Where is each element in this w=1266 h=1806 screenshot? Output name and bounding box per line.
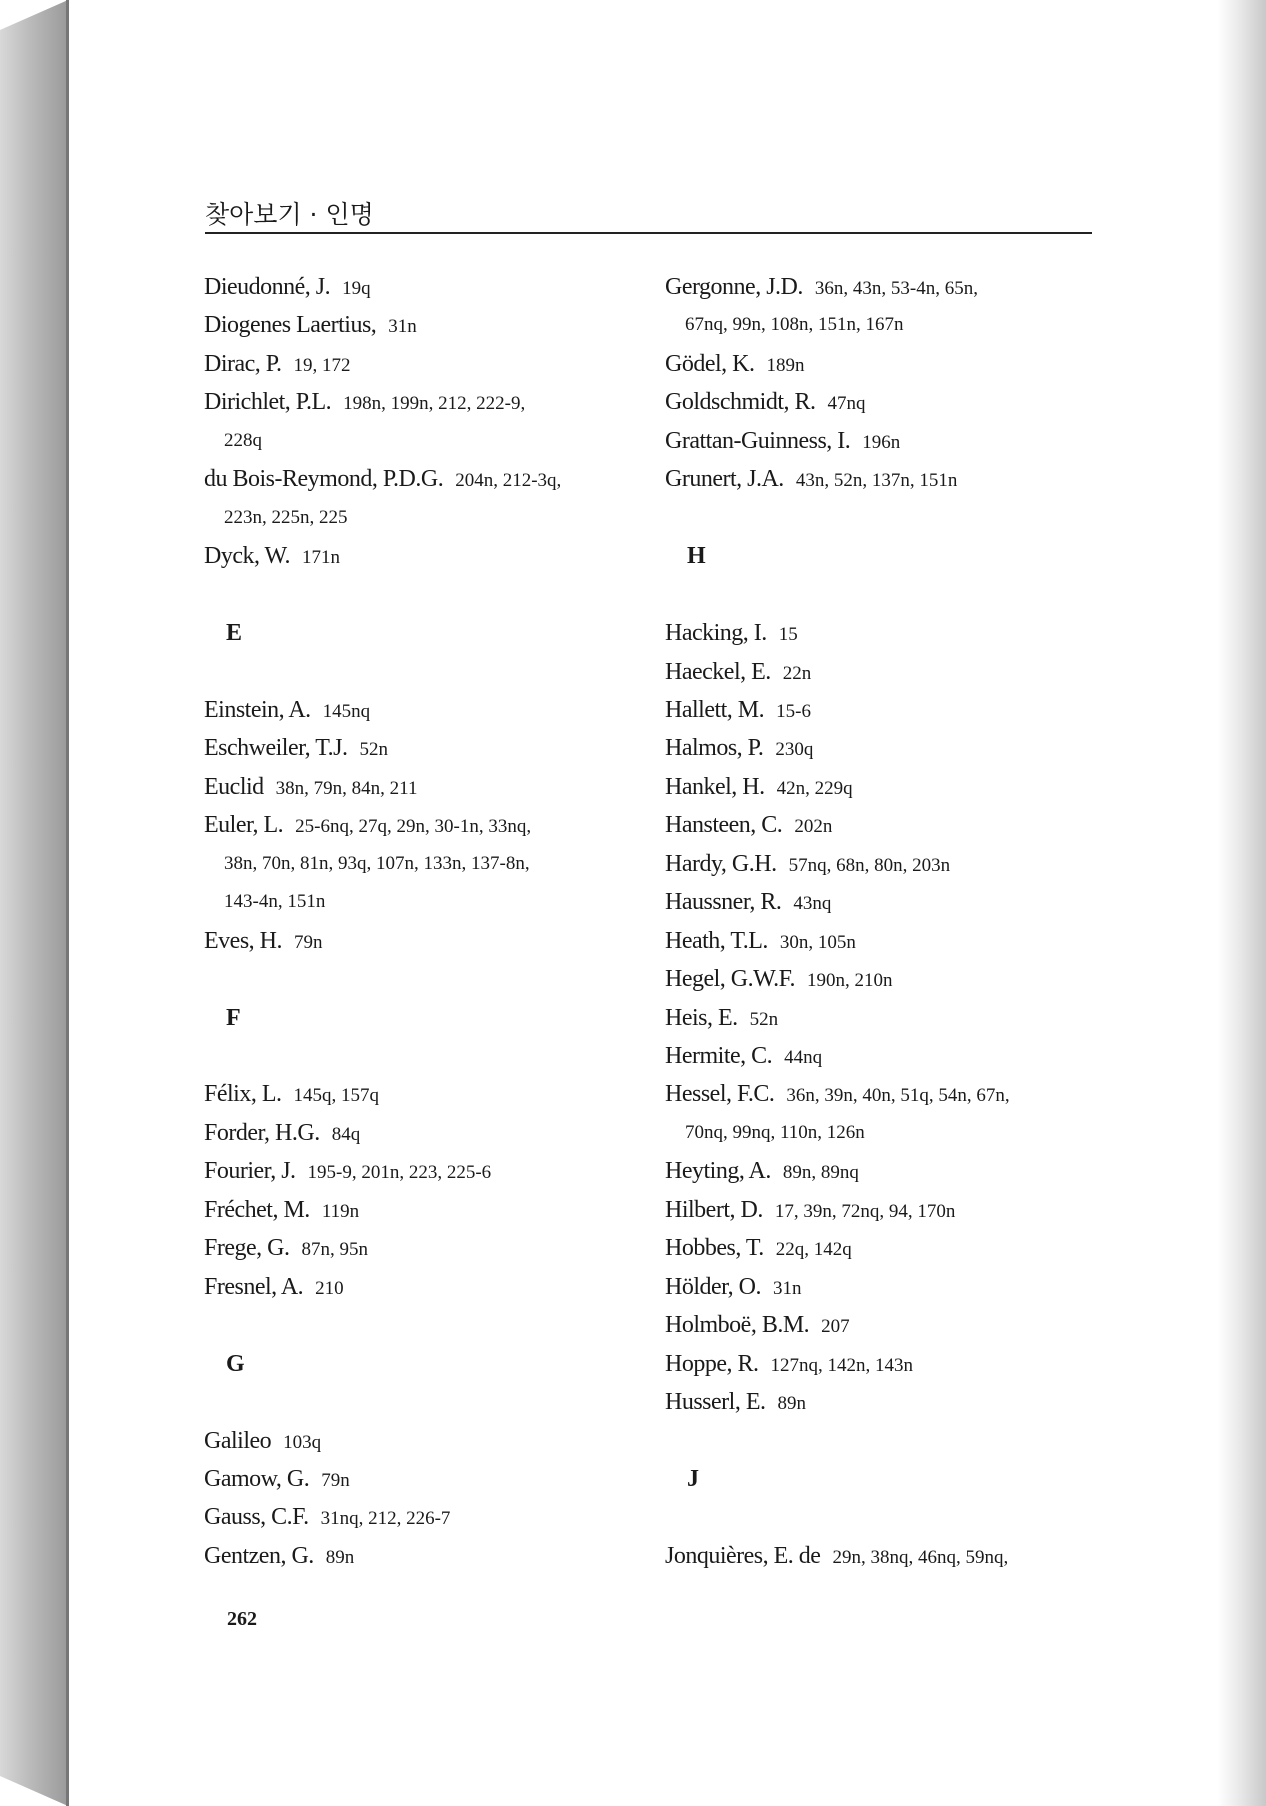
section-heading: J — [687, 1465, 699, 1492]
entry-name: Eves, H. — [204, 927, 282, 954]
index-entry — [665, 1383, 806, 1421]
entry-pages: 204n, 212-3q, — [455, 470, 562, 492]
index-entry — [204, 729, 388, 767]
index-entry — [665, 729, 813, 767]
entry-name: Fourier, J. — [204, 1158, 296, 1185]
index-entry — [204, 1075, 379, 1113]
entry-pages: 84q — [331, 1123, 361, 1145]
entry-pages: 230q — [775, 739, 814, 761]
entry-pages: 15-6 — [776, 700, 811, 722]
entry-name: Heath, T.L. — [665, 927, 768, 954]
index-entry — [665, 1345, 913, 1383]
index-entry — [204, 1152, 491, 1190]
entry-pages: 52n — [749, 1008, 779, 1030]
index-entry — [665, 845, 950, 883]
entry-pages: 29n, 38nq, 46nq, 59nq, — [832, 1546, 1009, 1568]
index-entry — [204, 1460, 350, 1498]
index-entry — [204, 1191, 359, 1229]
entry-name: Félix, L. — [204, 1081, 282, 1108]
entry-pages: 223n, 225n, 225 — [224, 506, 348, 528]
index-entry — [665, 422, 900, 460]
entry-name: Galileo — [204, 1427, 272, 1454]
book-right-edge-shadow — [1218, 0, 1266, 1806]
index-entry — [665, 1037, 822, 1075]
index-entry — [204, 691, 370, 729]
entry-pages: 145nq — [322, 700, 371, 722]
entry-pages: 22n — [782, 662, 812, 684]
index-entry — [204, 1268, 344, 1306]
index-entry — [665, 806, 832, 844]
entry-pages: 17, 39n, 72nq, 94, 170n — [774, 1200, 956, 1222]
entry-name: Hansteen, C. — [665, 812, 783, 839]
entry-pages: 207 — [821, 1316, 850, 1338]
entry-pages: 145q, 157q — [293, 1085, 379, 1107]
index-entry — [665, 653, 811, 691]
entry-name: Dirichlet, P.L. — [204, 389, 332, 416]
index-entry — [665, 1075, 1010, 1113]
entry-name: Dirac, P. — [204, 350, 282, 377]
entry-pages: 189n — [766, 354, 805, 376]
entry-pages: 47nq — [827, 393, 866, 415]
index-entry — [665, 1268, 802, 1306]
index-entry — [204, 922, 322, 960]
index-entry — [204, 1498, 450, 1536]
index-entry-continuation — [665, 1114, 865, 1152]
entry-name: Holmboë, B.M. — [665, 1312, 810, 1339]
entry-pages: 190n, 210n — [807, 970, 893, 992]
index-entry-continuation — [204, 845, 530, 883]
index-entry — [204, 537, 340, 575]
entry-name: Eschweiler, T.J. — [204, 735, 348, 762]
index-entry — [204, 1229, 368, 1267]
entry-name: Hilbert, D. — [665, 1196, 763, 1223]
entry-pages: 31n — [388, 316, 417, 338]
entry-name: Haussner, R. — [665, 889, 782, 916]
index-entry — [665, 460, 957, 498]
entry-pages: 87n, 95n — [301, 1239, 368, 1261]
entry-name: Gödel, K. — [665, 350, 755, 377]
entry-pages: 103q — [283, 1431, 322, 1453]
index-entry — [665, 383, 866, 421]
entry-pages: 30n, 105n — [779, 931, 856, 953]
entry-name: Hessel, F.C. — [665, 1081, 775, 1108]
entry-name: Husserl, E. — [665, 1389, 766, 1416]
section-heading: F — [226, 1004, 241, 1031]
entry-pages: 195-9, 201n, 223, 225-6 — [307, 1162, 492, 1184]
entry-pages: 196n — [862, 431, 901, 453]
entry-pages: 43nq — [793, 893, 832, 915]
entry-name: Heyting, A. — [665, 1158, 771, 1185]
entry-pages: 36n, 43n, 53-4n, 65n, — [814, 278, 978, 299]
entry-pages: 198n, 199n, 212, 222-9, — [343, 393, 526, 415]
entry-pages: 31nq, 212, 226-7 — [320, 1508, 451, 1530]
entry-name: Gauss, C.F. — [204, 1504, 309, 1531]
entry-name: Heis, E. — [665, 1004, 738, 1031]
index-entry — [665, 1152, 859, 1190]
section-heading: G — [226, 1350, 245, 1377]
entry-pages: 19q — [342, 278, 371, 299]
entry-pages: 171n — [302, 547, 340, 569]
entry-name: Diogenes Laertius, — [204, 312, 377, 339]
entry-name: Gamow, G. — [204, 1465, 310, 1492]
entry-pages: 15 — [778, 624, 798, 646]
index-entry — [204, 806, 531, 844]
entry-pages: 202n — [794, 816, 833, 838]
entry-name: Fréchet, M. — [204, 1196, 310, 1223]
index-entry — [665, 268, 978, 306]
entry-pages: 38n, 79n, 84n, 211 — [275, 777, 418, 799]
page-number: 262 — [227, 1608, 257, 1630]
entry-name: Hallett, M. — [665, 696, 765, 723]
entry-name: Halmos, P. — [665, 735, 764, 762]
section-heading: H — [687, 543, 706, 570]
entry-name: Hankel, H. — [665, 773, 765, 800]
entry-name: Frege, G. — [204, 1235, 290, 1262]
entry-pages: 79n — [321, 1469, 350, 1491]
entry-name: Grunert, J.A. — [665, 466, 784, 493]
index-entry — [665, 960, 893, 998]
entry-name: Hobbes, T. — [665, 1235, 764, 1262]
entry-name: Hegel, G.W.F. — [665, 966, 796, 993]
entry-name: Dyck, W. — [204, 543, 290, 570]
index-entry — [665, 691, 811, 729]
entry-pages: 52n — [359, 739, 388, 761]
index-entry — [204, 1537, 354, 1575]
entry-name: Forder, H.G. — [204, 1119, 320, 1146]
entry-pages: 67nq, 99n, 108n, 151n, 167n — [685, 314, 904, 336]
index-entry — [665, 1306, 850, 1344]
entry-name: Euler, L. — [204, 812, 284, 839]
entry-name: Euclid — [204, 773, 264, 800]
index-entry — [204, 345, 350, 383]
index-entry — [204, 383, 525, 421]
header-rule — [205, 232, 1092, 234]
entry-name: Gentzen, G. — [204, 1542, 314, 1569]
index-entry — [665, 345, 804, 383]
entry-pages: 127nq, 142n, 143n — [770, 1354, 913, 1376]
entry-name: Gergonne, J.D. — [665, 274, 803, 300]
entry-name: Goldschmidt, R. — [665, 389, 816, 416]
entry-name: Einstein, A. — [204, 696, 311, 723]
index-entry — [665, 1229, 852, 1267]
entry-pages: 79n — [293, 931, 323, 953]
book-spine-line — [66, 0, 69, 1806]
entry-pages: 57nq, 68n, 80n, 203n — [788, 854, 951, 876]
entry-name: Hermite, C. — [665, 1043, 773, 1069]
entry-name: Hardy, G.H. — [665, 850, 777, 877]
entry-pages: 89n — [325, 1546, 355, 1568]
entry-name: Hölder, O. — [665, 1273, 762, 1300]
book-left-edge — [0, 0, 68, 1806]
index-entry-continuation — [204, 883, 325, 921]
entry-pages: 143-4n, 151n — [224, 891, 326, 913]
index-entry-continuation — [665, 306, 904, 344]
entry-pages: 38n, 70n, 81n, 93q, 107n, 133n, 137-8n, — [224, 852, 530, 874]
entry-pages: 25-6nq, 27q, 29n, 30-1n, 33nq, — [295, 816, 532, 838]
entry-pages: 22q, 142q — [775, 1239, 852, 1261]
index-entry — [665, 1537, 1008, 1575]
index-entry — [204, 1422, 321, 1460]
entry-name: Haeckel, E. — [665, 658, 771, 685]
section-heading: E — [226, 620, 243, 647]
index-entry — [665, 768, 853, 806]
entry-name: Grattan-Guinness, I. — [665, 427, 851, 454]
entry-name: Dieudonné, J. — [204, 274, 331, 300]
entry-name: Fresnel, A. — [204, 1273, 304, 1300]
index-entry — [665, 883, 831, 921]
entry-name: Hoppe, R. — [665, 1350, 759, 1377]
index-entry — [204, 306, 417, 344]
entry-pages: 119n — [321, 1200, 360, 1222]
entry-pages: 89n — [777, 1393, 806, 1415]
entry-pages: 42n, 229q — [776, 777, 853, 799]
entry-pages: 210 — [315, 1277, 344, 1299]
index-entry — [204, 768, 417, 806]
entry-pages: 43n, 52n, 137n, 151n — [795, 470, 958, 492]
entry-name: Hacking, I. — [665, 620, 767, 647]
index-entry — [665, 614, 798, 652]
index-entry — [665, 922, 856, 960]
entry-pages: 19, 172 — [293, 354, 351, 376]
entry-pages: 228q — [224, 429, 262, 451]
entry-pages: 36n, 39n, 40n, 51q, 54n, 67n, — [786, 1085, 1010, 1107]
entry-pages: 70nq, 99nq, 110n, 126n — [685, 1121, 865, 1143]
entry-name: du Bois-Reymond, P.D.G. — [204, 466, 444, 493]
index-entry — [204, 1114, 360, 1152]
entry-name: Jonquières, E. de — [665, 1542, 821, 1569]
index-entry — [665, 999, 778, 1037]
entry-pages: 31n — [773, 1277, 802, 1299]
entry-pages: 89n, 89nq — [782, 1162, 859, 1184]
page-header-title: 찾아보기 · 인명 — [205, 200, 374, 229]
index-entry — [204, 460, 561, 498]
index-entry — [204, 268, 371, 306]
index-entry-continuation — [204, 499, 348, 537]
entry-pages: 44nq — [784, 1047, 823, 1068]
index-entry-continuation — [204, 422, 262, 460]
index-entry — [665, 1191, 955, 1229]
